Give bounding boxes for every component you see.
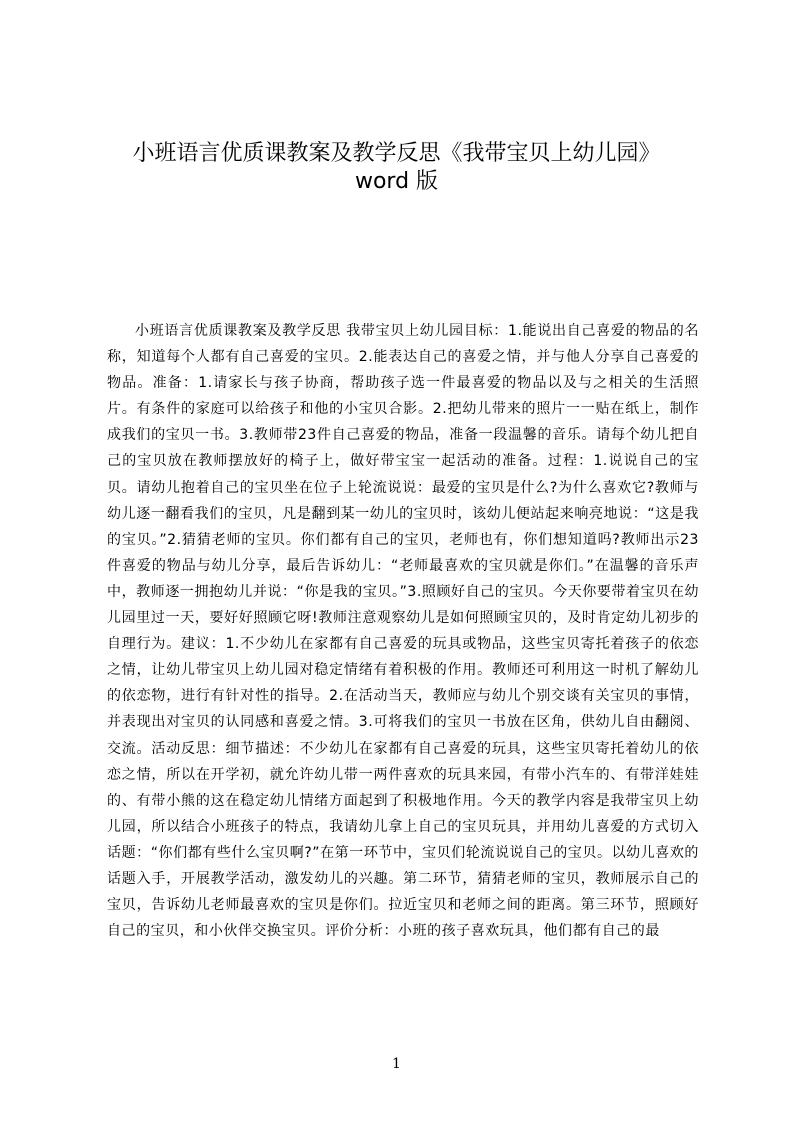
document-title bbox=[60, 140, 733, 196]
body-paragraph: 小班语言优质课教案及教学反思 我带宝贝上幼儿园目标：1.能说出自己喜爱的物品的名称，知道每个人都有自己喜爱的宝贝。2.能表达自己的喜爱之情，并与他人分享自己喜爱的物品。准备：1.请家长与孩子协商，帮助孩子选一件最喜爱的物品以及与之相关的生活照片。有条件的家庭可以给孩子和他的小宝贝合影。2.把幼儿带来的照片一一贴在纸上，制作成我们的宝贝一书。3.教师带23件自己喜爱的物品，准备一段温馨的音乐。请每个幼儿把自己的宝贝放在教师摆放好的椅子上，做好带宝宝一起活动的准备。过程：1.说说自己的宝贝。请幼儿抱着自己的宝贝坐在位子上轮流说说：最爱的宝贝是什么?为什么喜欢它?教师与幼儿逐一翻看我们的宝贝，凡是翻到某一幼儿的宝贝时，该幼儿便站起来响亮地说：“这是我的宝贝。”2.猜猜老师的宝贝。你们都有自己的宝贝，老师也有，你们想知道吗?教师出示23件喜爱的物品与幼儿分享，最后告诉幼儿：“老师最喜欢的宝贝就是你们。”在温馨的音乐声中，教师逐一拥抱幼儿并说：“你是我的宝贝。”3.照顾好自己的宝贝。今天你要带着宝贝在幼儿园里过一天，要好好照顾它呀!教师注意观察幼儿是如何照顾宝贝的，及时肯定幼儿初步的自理行为。建议：1.不少幼儿在家都有自己喜爱的玩具或物品，这些宝贝寄托着孩子的依恋之情，让幼儿带宝贝上幼儿园对稳定情绪有着积极的作用。教师还可利用这一时机了解幼儿的依恋物，进行有针对性的指导。2.在活动当天，教师应与幼儿个别交谈有关宝贝的事情，并表现出对宝贝的认同感和喜爱之情。3.可将我们的宝贝一书放在区角，供幼儿自由翻阅、交流。活动反思：细节描述：不少幼儿在家都有自己喜爱的玩具，这些宝贝寄托着幼儿的依恋之情，所以在开学初，就允许幼儿带一两件喜欢的玩具来园，有带小汽车的、有带洋娃娃的、有带小熊的这在稳定幼儿情绪方面起到了积极地作用。今天的教学内容是我带宝贝上幼儿园，所以结合小班孩子的特点，我请幼儿拿上自己的宝贝玩具，并用幼儿喜爱的方式切入话题：“你们都有些什么宝贝啊?”在第一环节中，宝贝们轮流说说自己的宝贝。以幼儿喜欢的话题入手，开展教学活动，激发幼儿的兴趣。第二环节，猜猜老师的宝贝，教师展示自己的宝贝，告诉幼儿老师最喜欢的宝贝是你们。拉近宝贝和老师之间的距离。第三环节，照顾好自己的宝贝，和小伙伴交换宝贝。评价分析：小班的孩子喜欢玩具，他们都有自己的最 bbox=[107, 323, 699, 940]
title-line-2: word 版 bbox=[354, 169, 439, 194]
page-number: 1 bbox=[392, 1056, 401, 1072]
title-line-1: 小班语言优质课教案及教学反思《我带宝贝上幼儿园》 bbox=[132, 141, 661, 166]
